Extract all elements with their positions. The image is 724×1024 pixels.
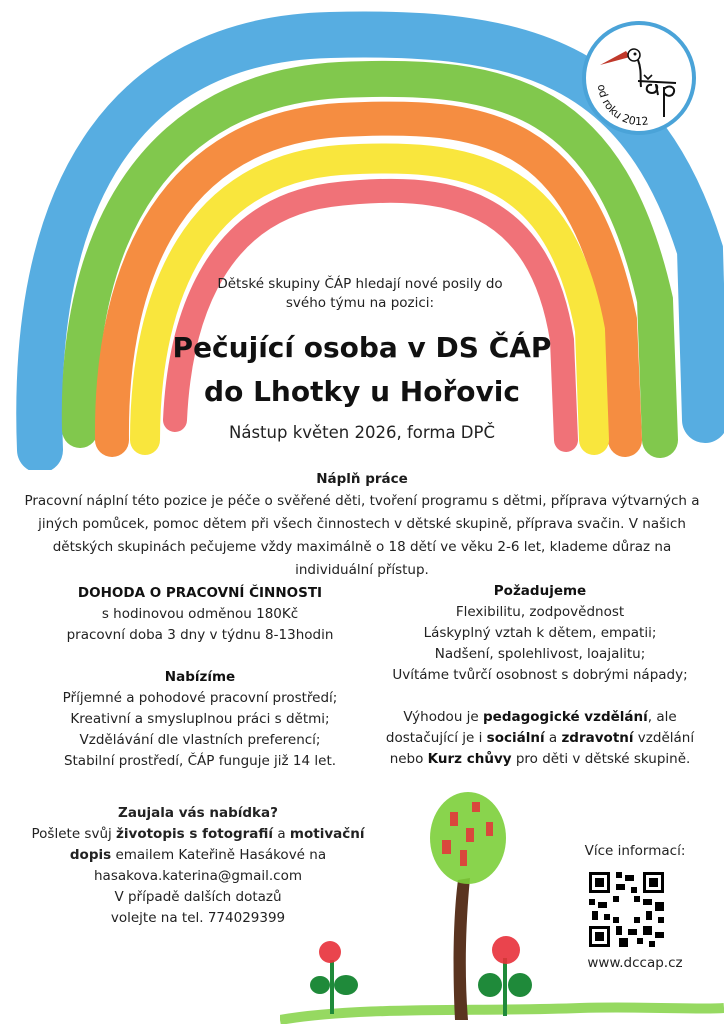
offer-item: Kreativní a smysluplnou práci s dětmi; — [70, 711, 330, 727]
offer-item: Vzdělávání dle vlastních preferencí; — [79, 732, 321, 748]
offer-item: Příjemné a pohodové pracovní prostředí; — [62, 690, 338, 706]
intro-text — [190, 275, 530, 313]
requirements-heading: Požadujeme — [493, 583, 587, 599]
svg-text:od roku 2012 — [595, 84, 649, 128]
advantage-line-2: dostačující je i sociální a zdravotní vzdělání — [385, 730, 695, 746]
right-column — [368, 581, 712, 770]
logo-caption: od roku 2012 — [594, 83, 650, 129]
flower-right — [478, 936, 532, 1016]
requirement-item: Láskyplný vztah k dětem, empatii; — [423, 625, 657, 641]
requirement-item: Nadšení, spolehlivost, loajalitu; — [434, 646, 646, 662]
contact-questions: V případě dalších dotazů — [114, 889, 282, 905]
page-title — [120, 326, 604, 414]
flower-left — [310, 941, 358, 1014]
contact-line-1: Pošlete svůj životopis s fotografií a motivační — [31, 826, 365, 842]
logo-badge — [582, 21, 696, 135]
job-heading: Náplň práce — [316, 471, 408, 487]
intro-line-1: Dětské skupiny ČÁP hledají nové posily do — [217, 276, 503, 292]
advantage-line-1: Výhodou je pedagogické vzdělání, ale — [403, 709, 677, 725]
contact-line-2: dopis emailem Kateřině Hasákové na — [69, 847, 327, 863]
job-description: Pracovní náplní této pozice je péče o svěřené děti, tvoření programu s dětmi, příprava výtvarných a jiných pomůcek, pomoc dětem při všech činnostech v dětské skupině, příprava svačin. V našich dětských skupinách pečujeme vždy maximálně o 18 dětí ve věku 2-6 let, klademe důraz na individuální přístup. — [24, 493, 700, 578]
contract-line: s hodinovou odměnou 180Kč — [101, 606, 299, 622]
offer-item: Stabilní prostředí, ČÁP funguje již 14 let. — [63, 753, 337, 769]
title-line-2: do Lhotky u Hořovic — [204, 375, 520, 408]
contract-heading: DOHODA O PRACOVNÍ ČINNOSTI — [77, 585, 323, 601]
contact-heading: Zaujala vás nabídka? — [118, 805, 278, 821]
requirement-item: Flexibilitu, zodpovědnost — [455, 604, 625, 620]
left-column — [30, 583, 370, 772]
intro-line-2: svého týmu na pozici: — [285, 295, 435, 311]
title-line-1: Pečující osoba v DS ČÁP — [172, 331, 552, 364]
website-link[interactable]: www.dccap.cz — [587, 955, 683, 971]
tree-trunk — [454, 878, 470, 1020]
grass — [280, 1007, 724, 1020]
advantage-line-3: nebo Kurz chůvy pro děti v dětské skupině. — [389, 751, 691, 767]
start-date: Nástup květen 2026, forma DPČ — [229, 423, 495, 442]
contact-phone[interactable]: volejte na tel. 774029399 — [110, 910, 286, 926]
contact-email[interactable]: hasakova.katerina@gmail.com — [94, 868, 302, 884]
qr-code-icon[interactable] — [589, 872, 664, 947]
more-info-label: Více informací: — [584, 843, 686, 859]
contract-line: pracovní doba 3 dny v týdnu 8-13hodin — [66, 627, 334, 643]
requirement-item: Uvítáme tvůrčí osobnost s dobrými nápady; — [392, 667, 688, 683]
stork-logo-icon — [586, 25, 692, 131]
offer-heading: Nabízíme — [164, 669, 236, 685]
